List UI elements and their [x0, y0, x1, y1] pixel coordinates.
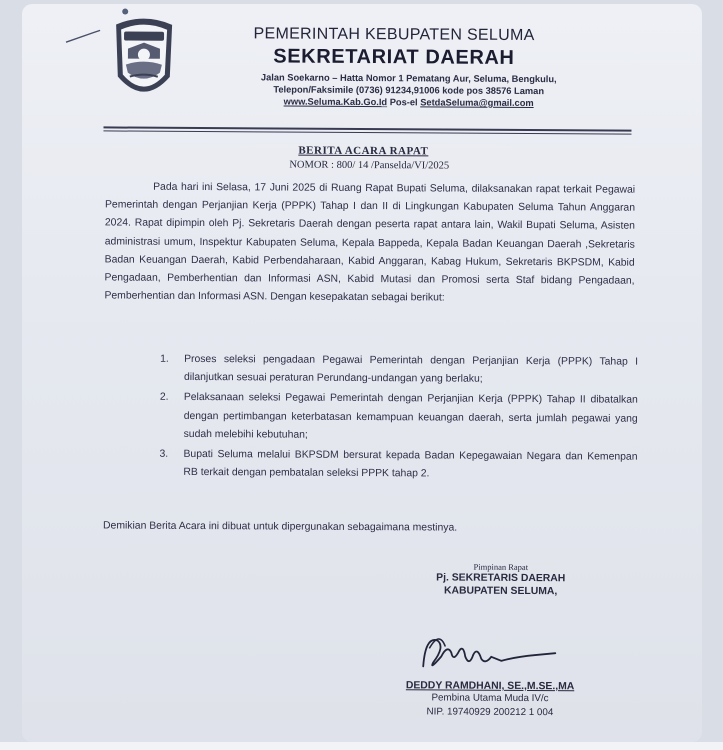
letter-page: [22, 4, 702, 742]
seluma-regency-emblem-icon: [110, 14, 179, 106]
signer-name: DEDDY RAMDHANI, SE.,M.SE.,MA: [405, 680, 575, 693]
letterhead: [204, 25, 584, 109]
list-item: [160, 389, 638, 447]
list-item-number: 1.: [160, 353, 169, 365]
pen-stroke-mark: [64, 26, 104, 46]
document-photo: [22, 4, 702, 742]
list-item-text: Bupati Seluma melalui BKPSDM bersurat kepada Badan Kepegawaian Negara dan Kemenpan RB terkait dengan pembatalan seleksi PPPK tahap 2.: [183, 448, 638, 480]
bottom-strip: [0, 742, 723, 750]
signatory-role: Pj. SEKRETARIS DAERAH: [436, 572, 566, 585]
list-item-text: Pelaksanaan seleksi Pegawai Pemerintah dengan Perjanjian Kerja (PPPK) Tahap II dibatalkan dengan pertimbangan keterbatasan kemampuan keuangan daerah, serta jumlah pegawai yang sudah melebihi kebutuhan;: [183, 392, 638, 441]
signature-block: [401, 561, 601, 598]
list-item-text: Proses seleksi pengadaan Pegawai Pemerintah dengan Perjanjian Kerja (PPPK) Tahap I dilanjutkan sesuai peraturan Perundang-undangan yang berlaku;: [183, 353, 639, 385]
signature-caption: Pimpinan Rapat: [473, 561, 529, 573]
office-name: SEKRETARIAT DAERAH: [273, 45, 515, 69]
list-item: [160, 351, 638, 390]
list-item: [159, 446, 637, 485]
signer-nip: NIP. 19740929 200212 1 004: [426, 706, 554, 719]
document-number: NOMOR : 800/ 14 /Panselda/VI/2025: [289, 159, 450, 172]
closing-statement: Demikian Berita Acara ini dibuat untuk dipergunakan sebagaimana mestinya.: [103, 520, 458, 534]
intro-text: Pada hari ini Selasa, 17 Juni 2025 di Ruang Rapat Bupati Seluma, dilaksanakan rapat terkait Pegawai Pemerintah dengan Perjanjian Kerja (PPPK) Tahap I dan II di Lingkungan Kabupaten Seluma Tahun Anggaran 2024. Rapat dipimpin oleh Pj. Sekretaris Daerah dengan peserta rapat antara lain, Wakil Bupati Seluma, Asisten administrasi umum, Inspektur Kabupaten Seluma, Kepala Bappeda, Kepala Badan Keuangan Daerah ,Sekretaris Badan Keuangan Daerah, Kabid Perbendaharaan, Kabid Anggaran, Kabag Hukum, Sekretaris BKPSDM, Kabid Pengadaan, Pemberhentian dan Informasi ASN, Kabid Mutasi dan Promosi serta Staf bidang Pengadaan, Pemberhentian dan Informasi ASN. Dengan kesepakatan sebagai berikut:: [104, 181, 636, 304]
website-link[interactable]: www.Seluma.Kab.Go.Id: [283, 96, 388, 108]
address-line: Jalan Soekarno – Hatta Nomor 1 Pematang Aur, Seluma, Bengkulu,: [260, 72, 557, 85]
document-title: BERITA ACARA RAPAT: [298, 144, 429, 158]
intro-paragraph: [104, 178, 635, 309]
email-link[interactable]: SetdaSeluma@gmail.com: [420, 97, 534, 109]
phone-line: Telepon/Faksimile (0736) 91234,91006 kode pos 38576 Laman: [273, 84, 545, 97]
handwritten-signature: [415, 626, 565, 683]
agreement-list: [159, 351, 638, 487]
signer-details: [380, 680, 600, 720]
email-label: Pos-el: [389, 97, 418, 108]
signatory-regency: KABUPATEN SELUMA,: [443, 585, 558, 598]
list-item-number: 2.: [159, 392, 169, 404]
government-name: PEMERINTAH KEBUPATEN SELUMA: [253, 25, 535, 45]
list-item-number: 3.: [159, 448, 169, 460]
signer-rank: Pembina Utama Muda IV/c: [431, 692, 549, 705]
web-line: [204, 95, 584, 109]
